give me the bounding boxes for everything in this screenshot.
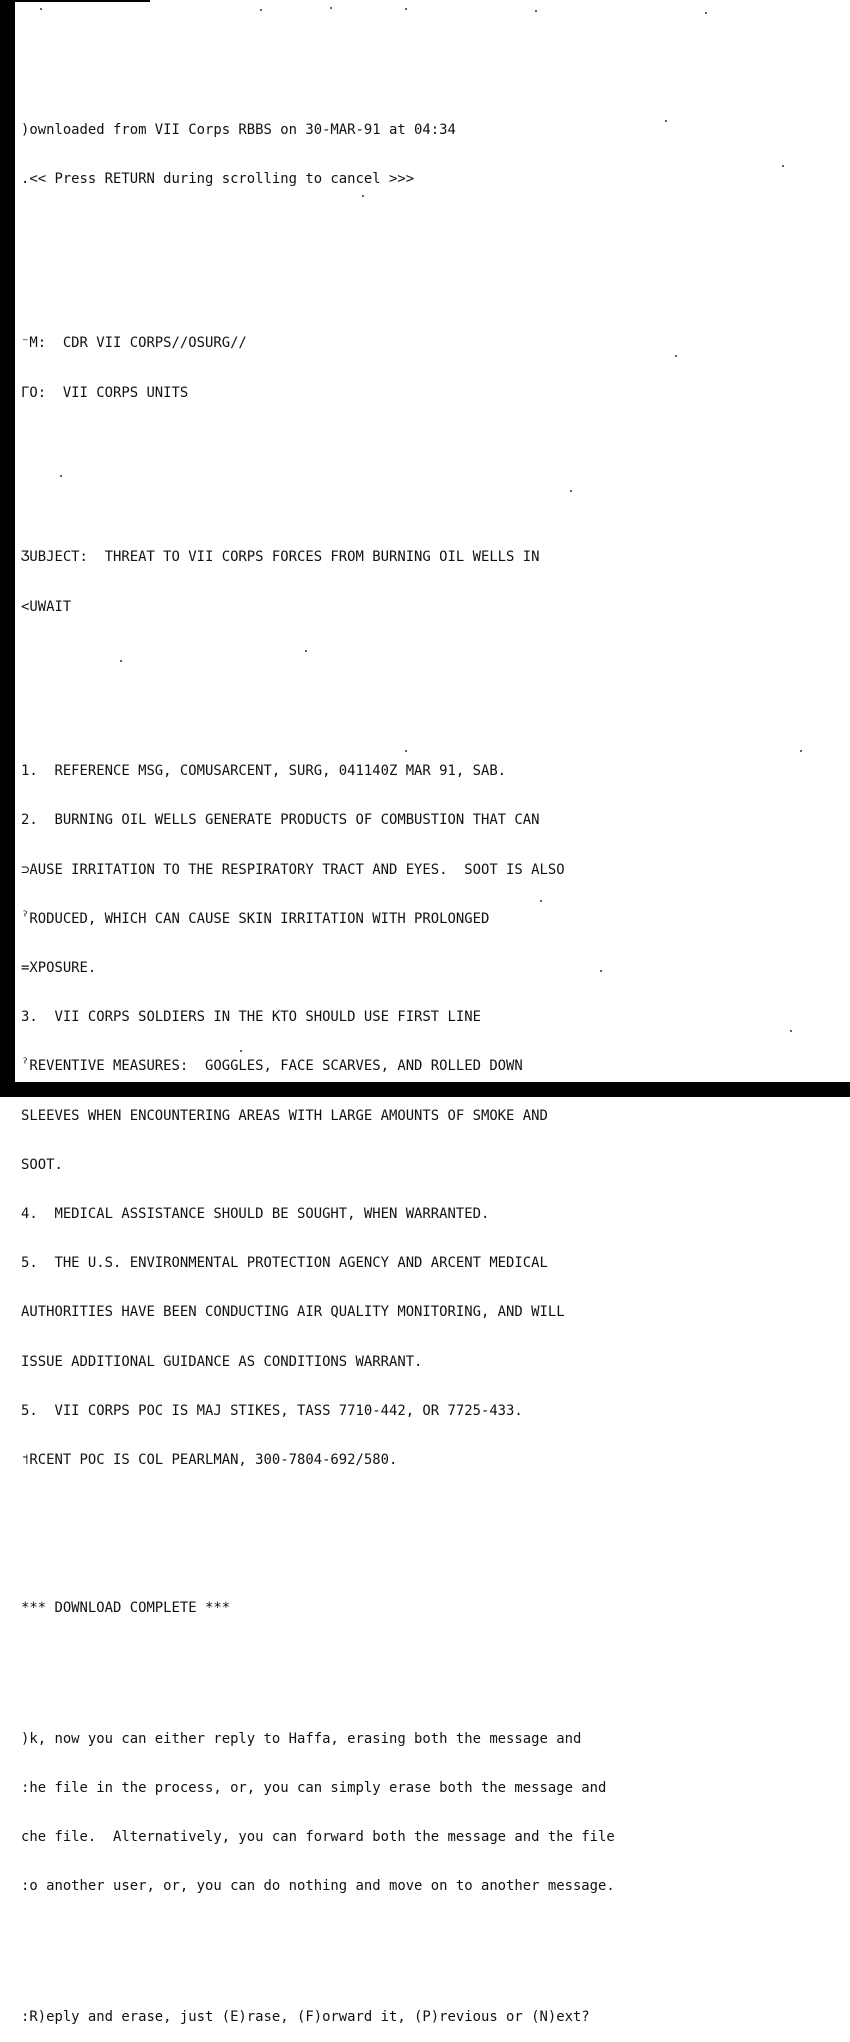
scan-speck (305, 650, 307, 652)
scan-speck (260, 9, 262, 11)
instruction-line: )k, now you can either reply to Haffa, erasing both the message and (21, 1730, 582, 1747)
body-line: 5. THE U.S. ENVIRONMENTAL PROTECTION AGENCY AND ARCENT MEDICAL (21, 1255, 548, 1272)
scan-speck (405, 8, 407, 10)
scan-speck (540, 900, 542, 902)
scan-speck (665, 120, 667, 122)
instruction-line: che file. Alternatively, you can forward both the message and the file (21, 1829, 615, 1846)
scan-speck (570, 490, 572, 492)
body-line: 5. VII CORPS POC IS MAJ STIKES, TASS 7710-442, OR 7725-433. (21, 1402, 523, 1419)
scan-speck (40, 8, 42, 10)
body-line: AUTHORITIES HAVE BEEN CONDUCTING AIR QUALITY MONITORING, AND WILL (21, 1304, 565, 1321)
cancel-hint-line: .<< Press RETURN during scrolling to cancel >>> (21, 170, 415, 187)
scan-speck (330, 7, 332, 9)
download-header (21, 89, 833, 220)
scan-speck (60, 475, 62, 477)
body-line: 2. BURNING OIL WELLS GENERATE PRODUCTS OF COMBUSTION THAT CAN (21, 812, 540, 829)
body-line: 1. REFERENCE MSG, COMUSARCENT, SURG, 041140Z MAR 91, SAB. (21, 763, 507, 780)
scan-speck (600, 970, 602, 972)
from-line: ⁻M: CDR VII CORPS//OSURG// (21, 335, 247, 352)
body-line: ˦RCENT POC IS COL PEARLMAN, 300-7804-692/580. (21, 1452, 398, 1468)
scan-speck (790, 1030, 792, 1032)
body-line: ˀRODUCED, WHICH CAN CAUSE SKIN IRRITATION WITH PROLONGED (21, 910, 490, 927)
body-line: SOOT. (21, 1156, 63, 1173)
scan-speck (240, 1050, 242, 1052)
body-line: 4. MEDICAL ASSISTANCE SHOULD BE SOUGHT, WHEN WARRANTED. (21, 1205, 490, 1222)
scan-speck (705, 12, 707, 14)
download-info-line: )ownloaded from VII Corps RBBS on 30-MAR-91 at 04:34 (21, 121, 456, 138)
message-body (21, 730, 833, 1501)
body-line: ˀREVENTIVE MEASURES: GOGGLES, FACE SCARVES, AND ROLLED DOWN (21, 1058, 523, 1075)
scan-speck (782, 165, 784, 167)
scan-speck (675, 355, 677, 357)
body-line: 3. VII CORPS SOLDIERS IN THE KTO SHOULD USE FIRST LINE (21, 1009, 481, 1026)
body-line: ISSUE ADDITIONAL GUIDANCE AS CONDITIONS WARRANT. (21, 1353, 423, 1370)
instruction-line: :o another user, or, you can do nothing and move on to another message. (21, 1878, 615, 1895)
subject-line-1: ƷUBJECT: THREAT TO VII CORPS FORCES FROM BURNING OIL WELLS IN (21, 549, 540, 566)
scan-speck (800, 750, 802, 752)
message-routing (21, 303, 833, 434)
body-line: =XPOSURE. (21, 959, 97, 976)
subject-line-2: <UWAIT (21, 598, 72, 615)
scan-speck (120, 660, 122, 662)
scan-edge-top (15, 0, 150, 2)
terminal-screen (21, 56, 833, 2042)
scan-speck (535, 10, 537, 12)
body-line: ⊃AUSE IRRITATION TO THE RESPIRATORY TRACT AND EYES. SOOT IS ALSO (21, 861, 565, 878)
message-subject (21, 517, 833, 648)
body-line: SLEEVES WHEN ENCOUNTERING AREAS WITH LARGE AMOUNTS OF SMOKE AND (21, 1107, 548, 1124)
instruction-line: :he file in the process, or, you can simply erase both the message and (21, 1779, 607, 1796)
to-line: ГO: VII CORPS UNITS (21, 384, 189, 401)
scan-speck (405, 750, 407, 752)
scan-edge-left (0, 0, 15, 1082)
scan-speck (362, 195, 364, 197)
command-prompt[interactable]: :R)eply and erase, just (E)rase, (F)orward it, (P)revious or (N)ext? (21, 2009, 590, 2026)
download-complete-status: *** DOWNLOAD COMPLETE *** (21, 1599, 231, 1616)
instructions-block (21, 1698, 833, 1928)
